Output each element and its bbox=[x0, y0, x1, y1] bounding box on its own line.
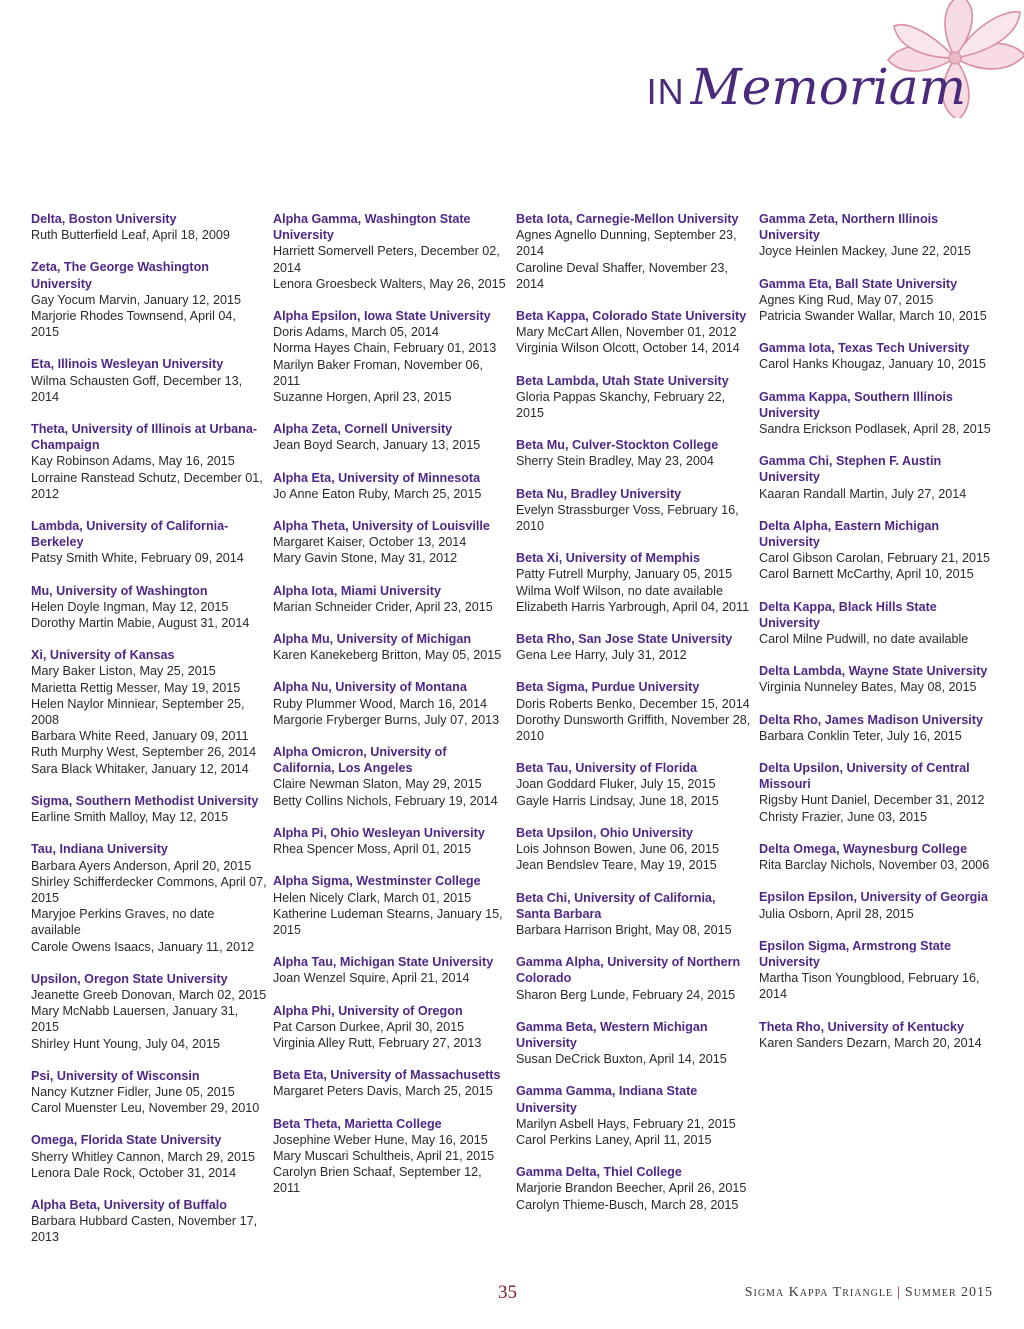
chapter-name: Gamma Eta, Ball State University bbox=[759, 276, 958, 291]
chapter-block bbox=[31, 583, 267, 632]
chapter-name: Beta Upsilon, Ohio University bbox=[516, 825, 694, 840]
chapter-block bbox=[759, 340, 995, 372]
chapter-name: Gamma Zeta, Northern Illinois University bbox=[759, 212, 939, 243]
member-entry: Joan Wenzel Squire, April 21, 2014 bbox=[273, 971, 470, 986]
chapter-block bbox=[759, 518, 995, 583]
publication-name: Sigma Kappa Triangle bbox=[744, 1285, 894, 1300]
member-entry: Nancy Kutzner Fidler, June 05, 2015 bbox=[31, 1084, 235, 1099]
member-entry: Caroline Deval Shaffer, November 23, 2014 bbox=[516, 260, 728, 291]
chapter-name: Theta Rho, University of Kentucky bbox=[759, 1019, 965, 1034]
chapter-name: Beta Mu, Culver-Stockton College bbox=[516, 438, 719, 453]
chapter-name: Gamma Iota, Texas Tech University bbox=[759, 341, 970, 356]
chapter-name: Alpha Phi, University of Oregon bbox=[273, 1003, 463, 1018]
member-entry: Carol Gibson Carolan, February 21, 2015 bbox=[759, 551, 991, 566]
member-entry: Kaaran Randall Martin, July 27, 2014 bbox=[759, 486, 967, 501]
chapter-block bbox=[31, 841, 267, 954]
member-entry: Wilma Wolf Wilson, no date available bbox=[516, 583, 723, 598]
member-entry: Gayle Harris Lindsay, June 18, 2015 bbox=[516, 793, 719, 808]
chapter-block bbox=[759, 889, 995, 921]
chapter-block bbox=[31, 421, 267, 502]
chapter-block bbox=[516, 308, 752, 357]
chapter-name: Alpha Eta, University of Minnesota bbox=[273, 470, 481, 485]
chapter-name: Alpha Sigma, Westminster College bbox=[273, 874, 481, 889]
chapter-block bbox=[273, 211, 509, 292]
member-entry: Marilyn Asbell Hays, February 21, 2015 bbox=[516, 1116, 736, 1131]
member-entry: Kay Robinson Adams, May 16, 2015 bbox=[31, 454, 235, 469]
chapter-block bbox=[273, 1116, 509, 1197]
member-entry: Jo Anne Eaton Ruby, March 25, 2015 bbox=[273, 486, 482, 501]
chapter-name: Alpha Zeta, Cornell University bbox=[273, 422, 453, 437]
member-entry: Mary McNabb Lauersen, January 31, 2015 bbox=[31, 1004, 239, 1035]
member-entry: Patty Futrell Murphy, January 05, 2015 bbox=[516, 567, 733, 582]
member-entry: Sandra Erickson Podlasek, April 28, 2015 bbox=[759, 422, 991, 437]
member-entry: Suzanne Horgen, April 23, 2015 bbox=[273, 390, 452, 405]
member-entry: Karen Kanekeberg Britton, May 05, 2015 bbox=[273, 648, 502, 663]
column-3 bbox=[516, 211, 752, 1229]
chapter-block bbox=[516, 954, 752, 1003]
member-entry: Carole Owens Isaacs, January 11, 2012 bbox=[31, 939, 255, 954]
chapter-block bbox=[273, 825, 509, 857]
chapter-name: Beta Nu, Bradley University bbox=[516, 486, 682, 501]
member-entry: Barbara Conklin Teter, July 16, 2015 bbox=[759, 728, 962, 743]
member-entry: Jean Bendslev Teare, May 19, 2015 bbox=[516, 858, 717, 873]
column-4 bbox=[759, 211, 995, 1067]
chapter-name: Alpha Tau, Michigan State University bbox=[273, 955, 494, 970]
member-entry: Gloria Pappas Skanchy, February 22, 2015 bbox=[516, 389, 726, 421]
member-entry: Helen Doyle Ingman, May 12, 2015 bbox=[31, 599, 229, 614]
member-entry: Rita Barclay Nichols, November 03, 2006 bbox=[759, 858, 990, 873]
member-entry: Susan DeCrick Buxton, April 14, 2015 bbox=[516, 1052, 727, 1067]
member-entry: Carol Milne Pudwill, no date available bbox=[759, 632, 969, 647]
chapter-block bbox=[31, 211, 267, 243]
member-entry: Virginia Wilson Olcott, October 14, 2014 bbox=[516, 341, 740, 356]
chapter-name: Delta Alpha, Eastern Michigan University bbox=[759, 518, 940, 550]
chapter-block bbox=[273, 744, 509, 809]
chapter-block bbox=[273, 583, 509, 615]
chapter-block bbox=[31, 793, 267, 825]
member-entry: Carolyn Thieme-Busch, March 28, 2015 bbox=[516, 1197, 739, 1212]
chapter-block bbox=[516, 1019, 752, 1068]
member-entry: Sara Black Whitaker, January 12, 2014 bbox=[31, 761, 249, 776]
chapter-block bbox=[516, 1083, 752, 1148]
chapter-name: Alpha Theta, University of Louisville bbox=[273, 519, 490, 534]
chapter-block bbox=[273, 1003, 509, 1052]
member-entry: Margaret Peters Davis, March 25, 2015 bbox=[273, 1084, 493, 1099]
chapter-block bbox=[31, 518, 267, 567]
chapter-name: Alpha Nu, University of Montana bbox=[273, 680, 467, 695]
member-entry: Patricia Swander Wallar, March 10, 2015 bbox=[759, 309, 987, 324]
member-entry: Harriett Somervell Peters, December 02, 2014 bbox=[273, 244, 500, 275]
chapter-block bbox=[31, 356, 267, 405]
member-entry: Julia Osborn, April 28, 2015 bbox=[759, 906, 914, 921]
chapter-block bbox=[31, 1132, 267, 1181]
chapter-name: Upsilon, Oregon State University bbox=[31, 971, 228, 986]
member-entry: Martha Tison Youngblood, February 16, 2014 bbox=[759, 971, 980, 1002]
chapter-block bbox=[759, 453, 995, 502]
member-entry: Doris Adams, March 05, 2014 bbox=[273, 325, 439, 340]
member-entry: Marilyn Baker Froman, November 06, 2011 bbox=[273, 357, 483, 388]
member-entry: Lorraine Ranstead Schutz, December 01, 2012 bbox=[31, 470, 263, 501]
chapter-name: Gamma Gamma, Indiana State University bbox=[516, 1084, 698, 1115]
chapter-block bbox=[516, 550, 752, 615]
chapter-block bbox=[759, 1019, 995, 1051]
member-entry: Wilma Schausten Goff, December 13, 2014 bbox=[31, 373, 243, 404]
chapter-name: Beta Kappa, Colorado State University bbox=[516, 309, 747, 324]
member-entry: Maryjoe Perkins Graves, no date available bbox=[31, 907, 215, 938]
member-entry: Shirley Schifferdecker Commons, April 07, 2015 bbox=[31, 874, 267, 905]
chapter-name: Xi, University of Kansas bbox=[31, 648, 175, 663]
footer-separator: | bbox=[897, 1285, 901, 1300]
member-entry: Carol Muenster Leu, November 29, 2010 bbox=[31, 1101, 260, 1116]
member-entry: Carol Perkins Laney, April 11, 2015 bbox=[516, 1132, 712, 1147]
member-entry: Lenora Groesbeck Walters, May 26, 2015 bbox=[273, 276, 506, 291]
chapter-name: Beta Sigma, Purdue University bbox=[516, 680, 700, 695]
chapter-name: Eta, Illinois Wesleyan University bbox=[31, 357, 224, 372]
member-entry: Evelyn Strassburger Voss, February 16, 2010 bbox=[516, 502, 739, 534]
member-entry: Rhea Spencer Moss, April 01, 2015 bbox=[273, 842, 472, 857]
member-entry: Sherry Stein Bradley, May 23, 2004 bbox=[516, 454, 714, 469]
member-entry: Mary Baker Liston, May 25, 2015 bbox=[31, 664, 216, 679]
member-entry: Earline Smith Malloy, May 12, 2015 bbox=[31, 810, 229, 825]
chapter-block bbox=[759, 663, 995, 695]
chapter-name: Gamma Kappa, Southern Illinois University bbox=[759, 389, 953, 420]
member-entry: Virginia Alley Rutt, February 27, 2013 bbox=[273, 1035, 482, 1050]
member-entry: Claire Newman Slaton, May 29, 2015 bbox=[273, 777, 482, 792]
member-entry: Margaret Kaiser, October 13, 2014 bbox=[273, 535, 467, 550]
chapter-name: Alpha Mu, University of Michigan bbox=[273, 632, 472, 647]
member-entry: Betty Collins Nichols, February 19, 2014 bbox=[273, 793, 498, 808]
chapter-block bbox=[516, 679, 752, 744]
chapter-name: Delta Rho, James Madison University bbox=[759, 712, 983, 727]
chapter-block bbox=[273, 873, 509, 938]
member-entry: Margorie Fryberger Burns, July 07, 2013 bbox=[273, 712, 500, 727]
member-entry: Mary McCart Allen, November 01, 2012 bbox=[516, 325, 737, 340]
member-entry: Ruth Murphy West, September 26, 2014 bbox=[31, 745, 257, 760]
chapter-name: Lambda, University of California-Berkeley bbox=[31, 519, 229, 550]
chapter-block bbox=[516, 1164, 752, 1213]
chapter-name: Alpha Iota, Miami University bbox=[273, 583, 441, 598]
chapter-name: Gamma Alpha, University of Northern Colorado bbox=[516, 955, 741, 986]
chapter-block bbox=[516, 373, 752, 422]
chapter-name: Delta Kappa, Black Hills State University bbox=[759, 599, 937, 630]
member-entry: Helen Nicely Clark, March 01, 2015 bbox=[273, 890, 472, 905]
chapter-name: Omega, Florida State University bbox=[31, 1133, 222, 1148]
member-entry: Gena Lee Harry, July 31, 2012 bbox=[516, 648, 687, 663]
member-entry: Marietta Rettig Messer, May 19, 2015 bbox=[31, 680, 241, 695]
chapter-name: Tau, Indiana University bbox=[31, 842, 168, 857]
chapter-block bbox=[759, 841, 995, 873]
member-entry: Josephine Weber Hune, May 16, 2015 bbox=[273, 1132, 488, 1147]
member-entry: Lenora Dale Rock, October 31, 2014 bbox=[31, 1165, 237, 1180]
member-entry: Dorothy Martin Mabie, August 31, 2014 bbox=[31, 616, 250, 631]
member-entry: Virginia Nunneley Bates, May 08, 2015 bbox=[759, 680, 977, 695]
member-entry: Jeanette Greeb Donovan, March 02, 2015 bbox=[31, 987, 267, 1002]
member-entry: Elizabeth Harris Yarbrough, April 04, 2011 bbox=[516, 599, 750, 614]
issue-name: Summer 2015 bbox=[904, 1285, 993, 1300]
chapter-name: Beta Rho, San Jose State University bbox=[516, 632, 733, 647]
title-script: Memoriam bbox=[690, 58, 966, 116]
member-entry: Ruby Plummer Wood, March 16, 2014 bbox=[273, 696, 487, 711]
chapter-name: Alpha Epsilon, Iowa State University bbox=[273, 309, 491, 324]
chapter-block bbox=[31, 971, 267, 1052]
chapter-name: Gamma Beta, Western Michigan University bbox=[516, 1019, 708, 1050]
chapter-block bbox=[516, 760, 752, 809]
chapter-name: Beta Theta, Marietta College bbox=[273, 1116, 442, 1131]
chapter-name: Psi, University of Wisconsin bbox=[31, 1068, 200, 1083]
column-1 bbox=[31, 211, 267, 1262]
chapter-block bbox=[759, 276, 995, 325]
chapter-name: Gamma Chi, Stephen F. Austin University bbox=[759, 454, 942, 485]
chapter-name: Beta Iota, Carnegie-Mellon University bbox=[516, 212, 739, 226]
member-entry: Barbara White Reed, January 09, 2011 bbox=[31, 729, 249, 744]
member-entry: Sherry Whitley Cannon, March 29, 2015 bbox=[31, 1149, 256, 1164]
column-2 bbox=[273, 211, 509, 1213]
member-entry: Carolyn Brien Schaaf, September 12, 2011 bbox=[273, 1165, 482, 1196]
chapter-block bbox=[516, 211, 752, 292]
chapter-block bbox=[273, 308, 509, 405]
chapter-block bbox=[31, 1068, 267, 1117]
chapter-block bbox=[759, 389, 995, 438]
member-entry: Karen Sanders Dezarn, March 20, 2014 bbox=[759, 1035, 982, 1050]
member-entry: Pat Carson Durkee, April 30, 2015 bbox=[273, 1019, 465, 1034]
page-title bbox=[647, 58, 966, 116]
member-entry: Marjorie Brandon Beecher, April 26, 2015 bbox=[516, 1181, 747, 1196]
chapter-name: Beta Tau, University of Florida bbox=[516, 761, 698, 776]
page-number: 35 bbox=[498, 1282, 517, 1303]
chapter-name: Epsilon Sigma, Armstrong State University bbox=[759, 938, 951, 969]
chapter-block bbox=[31, 647, 267, 777]
member-entry: Patsy Smith White, February 09, 2014 bbox=[31, 551, 244, 566]
chapter-block bbox=[516, 890, 752, 939]
member-entry: Gay Yocum Marvin, January 12, 2015 bbox=[31, 292, 242, 307]
chapter-name: Alpha Pi, Ohio Wesleyan University bbox=[273, 825, 485, 840]
chapter-block bbox=[516, 631, 752, 663]
member-entry: Norma Hayes Chain, February 01, 2013 bbox=[273, 341, 497, 356]
chapter-block bbox=[759, 211, 995, 260]
member-entry: Christy Frazier, June 03, 2015 bbox=[759, 809, 927, 824]
member-entry: Marjorie Rhodes Townsend, April 04, 2015 bbox=[31, 309, 236, 340]
chapter-block bbox=[516, 437, 752, 469]
member-entry: Rigsby Hunt Daniel, December 31, 2012 bbox=[759, 793, 985, 808]
chapter-block bbox=[31, 259, 267, 340]
member-entry: Dorothy Dunsworth Griffith, November 28, 2010 bbox=[516, 712, 751, 744]
member-entry: Carol Barnett McCarthy, April 10, 2015 bbox=[759, 567, 974, 582]
chapter-name: Beta Eta, University of Massachusetts bbox=[273, 1068, 501, 1083]
chapter-block bbox=[31, 1197, 267, 1246]
chapter-block bbox=[273, 631, 509, 663]
page-footer bbox=[0, 1282, 1024, 1306]
chapter-name: Mu, University of Washington bbox=[31, 583, 208, 598]
member-entry: Barbara Ayers Anderson, April 20, 2015 bbox=[31, 858, 252, 873]
member-entry: Agnes Agnello Dunning, September 23, 2014 bbox=[516, 228, 737, 259]
member-entry: Katherine Ludeman Stearns, January 15, 2015 bbox=[273, 906, 503, 937]
chapter-name: Alpha Gamma, Washington State University bbox=[273, 212, 471, 243]
member-entry: Marian Schneider Crider, April 23, 2015 bbox=[273, 599, 493, 614]
member-entry: Shirley Hunt Young, July 04, 2015 bbox=[31, 1036, 221, 1051]
chapter-block bbox=[273, 421, 509, 453]
publication-line bbox=[745, 1285, 993, 1301]
member-entry: Agnes King Rud, May 07, 2015 bbox=[759, 292, 934, 307]
chapter-block bbox=[759, 760, 995, 825]
chapter-name: Beta Chi, University of California, Santa Barbara bbox=[516, 890, 716, 921]
member-entry: Barbara Harrison Bright, May 08, 2015 bbox=[516, 922, 732, 937]
chapter-name: Alpha Beta, University of Buffalo bbox=[31, 1197, 227, 1212]
chapter-block bbox=[273, 954, 509, 986]
title-prefix: IN bbox=[646, 71, 685, 112]
chapter-name: Delta Upsilon, University of Central Missouri bbox=[759, 761, 970, 792]
chapter-block bbox=[516, 825, 752, 874]
member-entry: Joyce Heinlen Mackey, June 22, 2015 bbox=[759, 244, 971, 259]
member-entry: Mary Muscari Schultheis, April 21, 2015 bbox=[273, 1148, 495, 1163]
chapter-block bbox=[516, 486, 752, 535]
chapter-name: Sigma, Southern Methodist University bbox=[31, 793, 259, 808]
chapter-name: Alpha Omicron, University of California, Los Angeles bbox=[273, 745, 447, 776]
member-entry: Lois Johnson Bowen, June 06, 2015 bbox=[516, 842, 720, 857]
member-entry: Barbara Hubbard Casten, November 17, 2013 bbox=[31, 1214, 258, 1245]
chapter-block bbox=[273, 518, 509, 567]
chapter-block bbox=[273, 679, 509, 728]
chapter-block bbox=[273, 470, 509, 502]
member-entry: Mary Gavin Stone, May 31, 2012 bbox=[273, 551, 458, 566]
member-entry: Ruth Butterfield Leaf, April 18, 2009 bbox=[31, 228, 230, 243]
chapter-block bbox=[759, 712, 995, 744]
member-entry: Helen Naylor Minniear, September 25, 2008 bbox=[31, 696, 245, 728]
chapter-name: Beta Lambda, Utah State University bbox=[516, 373, 729, 388]
chapter-name: Zeta, The George Washington University bbox=[31, 260, 209, 291]
member-entry: Sharon Berg Lunde, February 24, 2015 bbox=[516, 987, 736, 1002]
chapter-block bbox=[273, 1067, 509, 1099]
chapter-name: Delta Lambda, Wayne State University bbox=[759, 664, 988, 679]
member-entry: Doris Roberts Benko, December 15, 2014 bbox=[516, 696, 750, 711]
chapter-name: Epsilon Epsilon, University of Georgia bbox=[759, 890, 988, 905]
member-entry: Jean Boyd Search, January 13, 2015 bbox=[273, 438, 481, 453]
chapter-block bbox=[759, 599, 995, 648]
chapter-name: Beta Xi, University of Memphis bbox=[516, 551, 701, 566]
member-entry: Carol Hanks Khougaz, January 10, 2015 bbox=[759, 357, 986, 372]
chapter-block bbox=[759, 938, 995, 1003]
chapter-name: Theta, University of Illinois at Urbana-Champaign bbox=[31, 422, 258, 453]
chapter-name: Gamma Delta, Thiel College bbox=[516, 1165, 682, 1180]
member-entry: Joan Goddard Fluker, July 15, 2015 bbox=[516, 777, 716, 792]
chapter-name: Delta, Boston University bbox=[31, 212, 177, 226]
chapter-name: Delta Omega, Waynesburg College bbox=[759, 841, 968, 856]
